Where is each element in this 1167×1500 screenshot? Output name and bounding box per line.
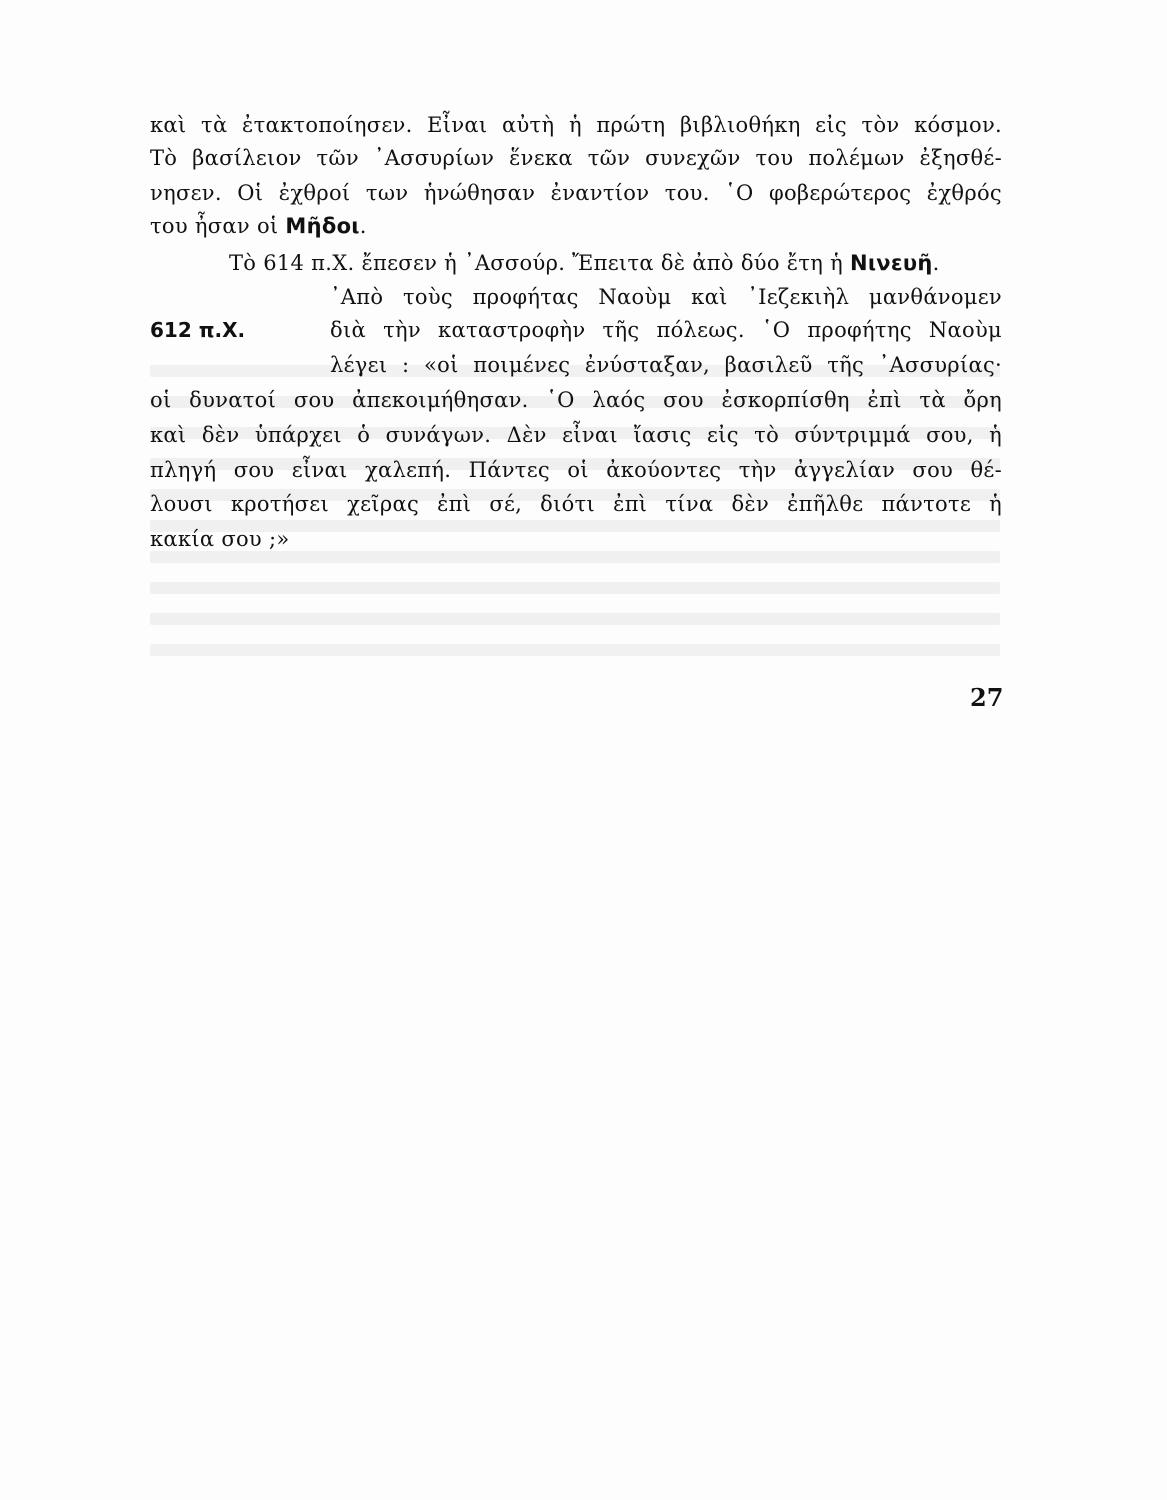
text-line-8: λέγει : «οἱ ποιμένες ἐνύσταξαν, βασιλεῦ τῆς ᾿Ασσυρίας· (330, 353, 1002, 377)
text-line-6: ᾿Απὸ τοὺς προφήτας Ναοὺμ καὶ ᾿Ιεζεκιὴλ μανθάνομεν (330, 285, 1002, 309)
nineveh-bold-term: Νινευῆ (849, 251, 933, 275)
text-line-1: καὶ τὰ ἐτακτοποίησεν. Εἶναι αὐτὴ ἡ πρώτη βιβλιοθήκη εἰς τὸν κόσμον. (150, 113, 1002, 137)
text-line-4-start: του ἦσαν οἱ (150, 214, 279, 238)
text-line-5 (229, 248, 992, 279)
text-line-4 (150, 211, 1002, 242)
text-line-4-end: . (359, 214, 367, 238)
margin-date-note: 612 π.Χ. (150, 318, 246, 342)
text-line-13: κακία σου ;» (150, 527, 290, 551)
text-line-3: νησεν. Οἱ ἐχθροί των ἡνώθησαν ἐναντίον του. ῾Ο φοβερώτερος ἐχθρός (150, 181, 1002, 205)
medes-bold-term: Μῆδοι (285, 214, 360, 238)
text-line-11: πληγή σου εἶναι χαλεπή. Πάντες οἱ ἀκούοντες τὴν ἀγγελίαν σου θέ- (150, 458, 1002, 482)
page-number: 27 (970, 683, 1004, 712)
text-line-12: λουσι κροτήσει χεῖρας ἐπὶ σέ, διότι ἐπὶ τίνα δὲν ἐπῆλθε πάντοτε ἡ (150, 492, 1002, 516)
text-line-5-start: Τὸ 614 π.Χ. ἔπεσεν ἡ ᾿Ασσούρ. Ἔπειτα δὲ ἀπὸ δύο ἔτη ἡ (229, 251, 843, 275)
text-line-9: οἱ δυνατοί σου ἀπεκοιμήθησαν. ῾Ο λαός σου ἐσκορπίσθη ἐπὶ τὰ ὄρη (150, 388, 1002, 412)
text-line-10: καὶ δὲν ὑπάρχει ὁ συνάγων. Δὲν εἶναι ἴασις εἰς τὸ σύντριμμά σου, ἡ (150, 423, 1002, 447)
text-line-2: Τὸ βασίλειον τῶν ᾿Ασσυρίων ἕνεκα τῶν συνεχῶν του πολέμων ἐξησθέ- (150, 146, 1002, 170)
text-line-5-end: . (932, 251, 940, 275)
text-line-7: διὰ τὴν καταστροφὴν τῆς πόλεως. ῾Ο προφήτης Ναοὺμ (330, 318, 1002, 342)
